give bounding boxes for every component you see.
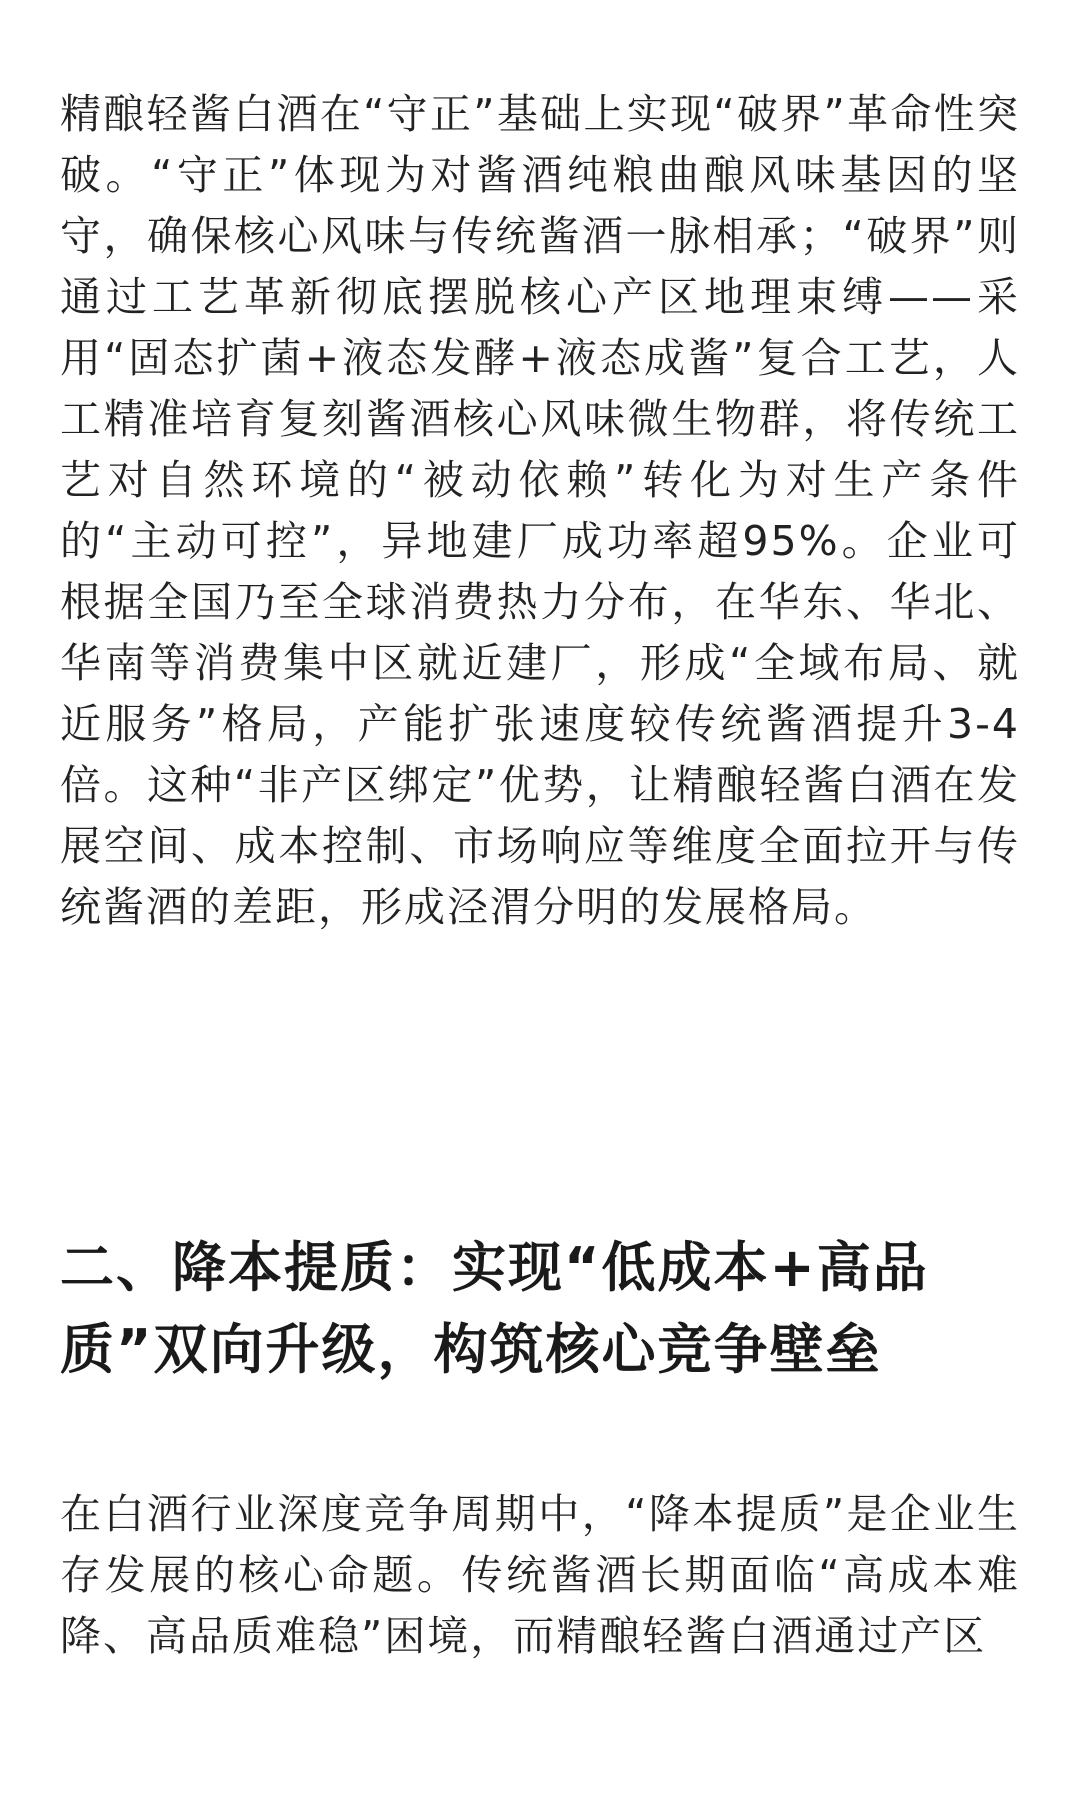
article-paragraph-2: 在白酒行业深度竞争周期中，“降本提质”是企业生存发展的核心命题。传统酱酒长期面临“高成本难降、高品质难稳”困境，而精酿轻酱白酒通过产区 (60, 1490, 1020, 1660)
section-heading: 二、降本提质：实现“低成本+高品质”双向升级，构筑核心竞争壁垒 (60, 1236, 929, 1381)
article-paragraph-1: 精酿轻酱白酒在“守正”基础上实现“破界”革命性突破。“守正”体现为对酱酒纯粮曲酿风味基因的坚守，确保核心风味与传统酱酒一脉相承；“破界”则通过工艺革新彻底摆脱核心产区地理束缚——采用“固态扩菌+液态发酵+液态成酱”复合工艺，人工精准培育复刻酱酒核心风味微生物群，将传统工艺对自然环境的“被动依赖”转化为对生产条件的“主动可控”，异地建厂成功率超95%。企业可根据全国乃至全球消费热力分布，在华东、华北、华南等消费集中区就近建厂，形成“全域布局、就近服务”格局，产能扩张速度较传统酱酒提升3-4倍。这种“非产区绑定”优势，让精酿轻酱白酒在发展空间、成本控制、市场响应等维度全面拉开与传统酱酒的差距，形成泾渭分明的发展格局。 (60, 90, 1020, 931)
